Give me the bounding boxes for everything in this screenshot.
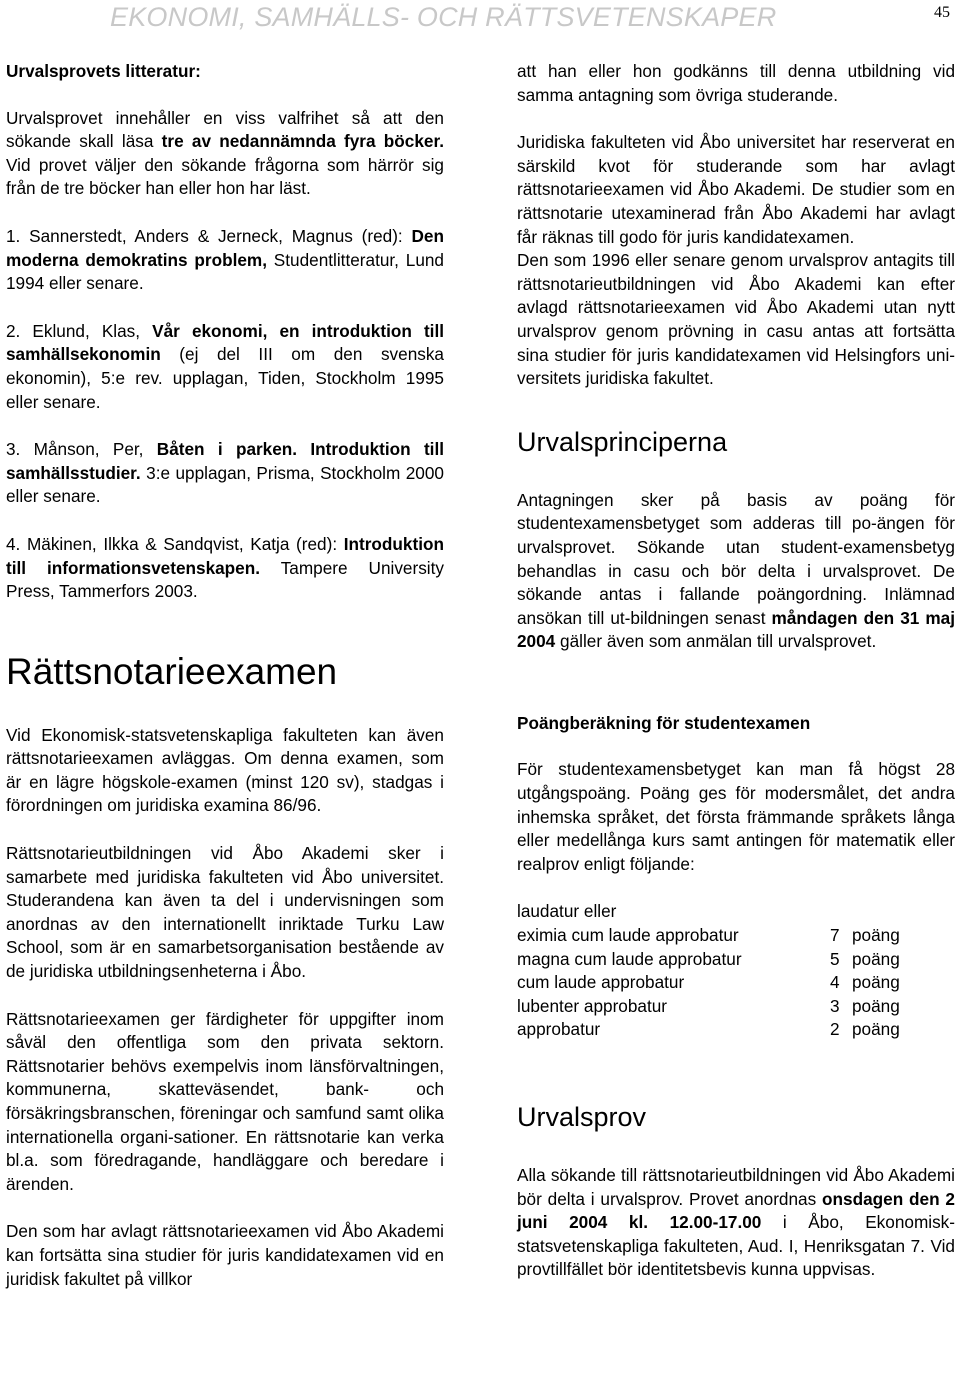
book-1-title: Den moderna demokratins problem, [6,225,444,270]
grade-points-table [517,900,955,1042]
book-2-publisher: (ej del III om den svenska ekonomin), 5:e rev. upplagan, Tiden, Stockholm 1995 eller senare. [6,344,444,412]
grade-points: 7 [830,925,840,946]
grade-label: approbatur [517,1019,601,1040]
book-4-author: 4. Mäkinen, Ilkka & Sandqvist, Katja (red): [6,533,344,554]
book-2-title: Vår ekonomi, en introduktion till samhällsekonomin [6,320,444,365]
grade-points: 2 [830,1019,840,1040]
grade-unit: poäng [852,972,900,993]
grade-unit: poäng [852,995,900,1016]
paragraph: Rättsnotarieutbildningen vid Åbo Akademi sker i samarbete med juridiska fakulteten vid Åbo universitet. Studerandena kan även ta del i undervisningen som anordnas av den internationellt inriktade Turku Law School, som är en samarbetsorganisation bestående av de juridiska utbildningsenheterna i Åbo. [6,843,444,982]
book-1-author: 1. Sannerstedt, Anders & Jerneck, Magnus (red): [6,225,412,246]
grade-label: eximia cum laude approbatur [517,925,739,946]
grade-unit: poäng [852,925,900,946]
grade-row [517,995,955,1019]
page-header [0,0,960,40]
right-column [517,60,955,1282]
intro-text: Urvalsprovet innehåller en viss valfrihet så att den sökande skall läsa [6,107,444,152]
section-title-rattsnotarieexamen: Rättsnotarieexamen [6,650,338,692]
grade-row [517,1018,955,1042]
paragraph: Vid Ekonomisk-statsvetenskapliga fakulteten kan även rättsnotarieexamen avläggas. Om denna examen, som är en lägre högskole-examen (minst 120 sv), stadgas i förordningen om juridiska examina 86/96. [6,724,444,816]
book-3-author: 3. Månson, Per, [6,439,157,460]
section-title-urvalsprov: Urvalsprov [517,1102,647,1132]
book-3-title: Båten i parken. Introduktion till samhällsstudier. [6,439,444,483]
left-column [6,60,444,1291]
grade-points: 4 [830,972,840,993]
book-1-publisher: Studentlitteratur, Lund 1994 eller senare. [6,249,444,294]
running-title: EKONOMI, SAMHÄLLS- OCH RÄTTSVETENSKAPER [110,2,777,32]
paragraph: Den som har avlagt rättsnotarieexamen vid Åbo Akademi kan fortsätta sina studier för juris kandidatexamen vid en juridisk fakultet på villkor [6,1221,444,1289]
paragraph: att han eller hon godkänns till denna utbildning vid samma antagning som övriga studerande. [517,61,955,105]
literature-intro [6,107,444,201]
exam-paragraph [517,1164,955,1282]
grade-label: cum laude approbatur [517,972,685,993]
book-3 [6,438,444,509]
intro-emphasis: tre av nedannämnda fyra böcker. [161,131,444,152]
exam-date: onsdagen den 2 juni 2004 kl. 12.00-17.00 [517,1188,955,1233]
principles-paragraph [517,489,955,654]
paragraph: Rättsnotarieexamen ger färdigheter för uppgifter inom såväl den offentliga som den privata sektorn. Rättsnotarier behövs exempelvis inom länsförvaltningen, kommunerna, skatteväsendet, bank- och försäkringsbranschen, föreningar och samfund samt olika internationella organi-sationer. En rättsnotarie kan verka bl.a. som föredragande, handläggare och beredare i ärenden. [6,1008,444,1194]
grade-row [517,948,955,972]
grade-row-intro [517,900,955,924]
grade-unit: poäng [852,948,900,969]
exam-text: Alla sökande till rättsnotarieutbildningen vid Åbo Akademi bör delta i urvalsprov. Provet anordnas [517,1165,955,1209]
deadline-date: måndagen den 31 maj 2004 [517,607,955,652]
paragraph: Den som 1996 eller senare genom urvalsprov antagits till rättsnotarieutbildningen vid Åbo Akademi kan efter avlagd rättsnotarieexamen vid Åbo Akademi utan nytt urvalsprov genom prövning in casu antas att fortsätta sina studier för juris kandidatexamen vid Helsingfors uni-versitets juridiska fakultet. [517,250,955,389]
paragraph: Juridiska fakulteten vid Åbo universitet har reserverat en särskild kvot för studerande som har avlagt rättsnotarieexamen vid Åbo Akademi. De studier som en rättsnotarie utexaminerad från Åbo Akademi har avlagt får räknas till godo för juris kandidatexamen. [517,132,955,247]
grade-label: magna cum laude approbatur [517,948,742,969]
page-number: 45 [934,4,950,21]
principles-text-cont: gäller även som anmälan till urvalsprovet. [555,631,877,652]
book-2-author: 2. Eklund, Klas, [6,320,153,341]
book-1 [6,225,444,296]
book-4 [6,533,444,604]
book-4-publisher: Tampere University Press, Tammerfors 2003. [6,557,444,602]
grade-row [517,924,955,948]
intro-text-cont: Vid provet väljer den sökande frågorna som härrör sig från de tre böcker han eller hon har läst. [6,154,444,199]
grade-label: laudatur eller [517,901,617,922]
grade-label: lubenter approbatur [517,995,668,1016]
section-title-urvalsprinciperna: Urvalsprinciperna [517,426,728,457]
book-4-title: Introduktion till informationsvetenskapen. [6,533,444,578]
points-heading: Poängberäkning för studentexamen [517,712,811,733]
principles-text: Antagningen sker på basis av poäng för studentexamensbetyget som adderas till po-ängen för urvalsprovet. Sökande utan student-examensbetyg behandlas in casu och bör delta i urvalsprovet. De sökande antas i fallande poängordning. Inlämnad ansökan till ut-bildningen senast [517,489,955,628]
grade-points: 3 [830,995,840,1016]
paragraph: För studentexamensbetyget kan man få högst 28 utgångspoäng. Poäng ges för modersmålet, det andra inhemska språket, det första främmande språkets långa eller medellånga kurs samt antingen för matematik eller realprov enligt följande: [517,759,955,874]
grade-row [517,971,955,995]
literature-heading: Urvalsprovets litteratur: [6,61,201,81]
book-3-publisher: 3:e upplagan, Prisma, Stockholm 2000 eller senare. [6,462,444,507]
book-2 [6,320,444,414]
grade-unit: poäng [852,1019,900,1040]
grade-points: 5 [830,948,840,969]
exam-text-cont: i Åbo, Ekonomisk-statsvetenskapliga fakulteten, Aud. I, Henriksgatan 7. Vid provtillfället bör identitetsbevis kunna uppvisas. [517,1212,955,1280]
